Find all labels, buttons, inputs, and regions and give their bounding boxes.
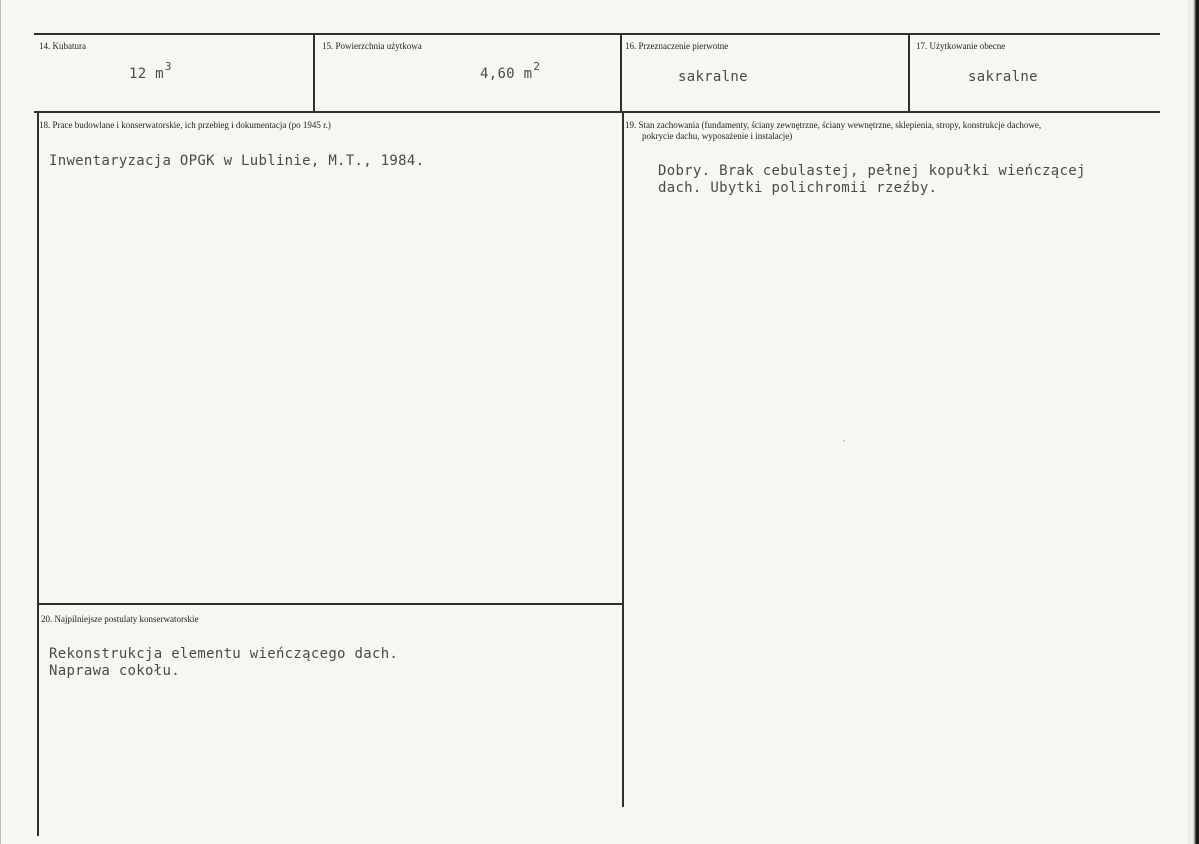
center-column-divider xyxy=(622,111,624,807)
field14-exponent: 3 xyxy=(164,60,172,73)
field14-value-text: 12 m xyxy=(129,66,164,82)
field15-label: 15. Powierzchnia użytkowa xyxy=(322,41,422,51)
paper-speck xyxy=(843,440,845,442)
left-column-border xyxy=(37,111,39,836)
field16-label: 16. Przeznaczenie pierwotne xyxy=(625,41,729,51)
field14-label: 14. Kubatura xyxy=(39,41,86,51)
field16-value: sakralne xyxy=(678,69,748,85)
divider-15-16 xyxy=(620,33,622,113)
field15-value xyxy=(480,60,541,83)
field19-value-line2: dach. Ubytki polichromii rzeźby. xyxy=(658,180,938,196)
field18-value: Inwentaryzacja OPGK w Lublinie, M.T., 1984. xyxy=(49,153,425,169)
field17-label: 17. Użytkowanie obecne xyxy=(916,41,1006,51)
field20-value-line1: Rekonstrukcja elementu wieńczącego dach. xyxy=(49,646,399,662)
field15-exponent: 2 xyxy=(533,60,541,73)
field14-value xyxy=(129,60,172,83)
field19-label-line2: pokrycie dachu, wyposażenie i instalacje) xyxy=(642,131,793,141)
divider-16-17 xyxy=(908,33,910,113)
field19-label-line1: 19. Stan zachowania (fundamenty, ściany zewnętrzne, ściany wewnętrzne, sklepienia, stropy, konstrukcje dachowe, xyxy=(625,120,1042,130)
field15-value-text: 4,60 m xyxy=(480,66,533,82)
field20-value-line2: Naprawa cokołu. xyxy=(49,663,180,679)
field20-label: 20. Najpilniejsze postulaty konserwatorskie xyxy=(41,614,199,624)
top-border-line xyxy=(34,33,1160,35)
field20-top-line xyxy=(38,603,624,605)
field17-value: sakralne xyxy=(968,69,1038,85)
field18-label: 18. Prace budowlane i konserwatorskie, ich przebieg i dokumentacja (po 1945 r.) xyxy=(39,120,331,130)
card-edge-shadow xyxy=(1188,0,1199,844)
divider-14-15 xyxy=(313,33,315,113)
row1-bottom-line xyxy=(34,111,1160,113)
field19-value-line1: Dobry. Brak cebulastej, pełnej kopułki wieńczącej xyxy=(658,163,1086,179)
